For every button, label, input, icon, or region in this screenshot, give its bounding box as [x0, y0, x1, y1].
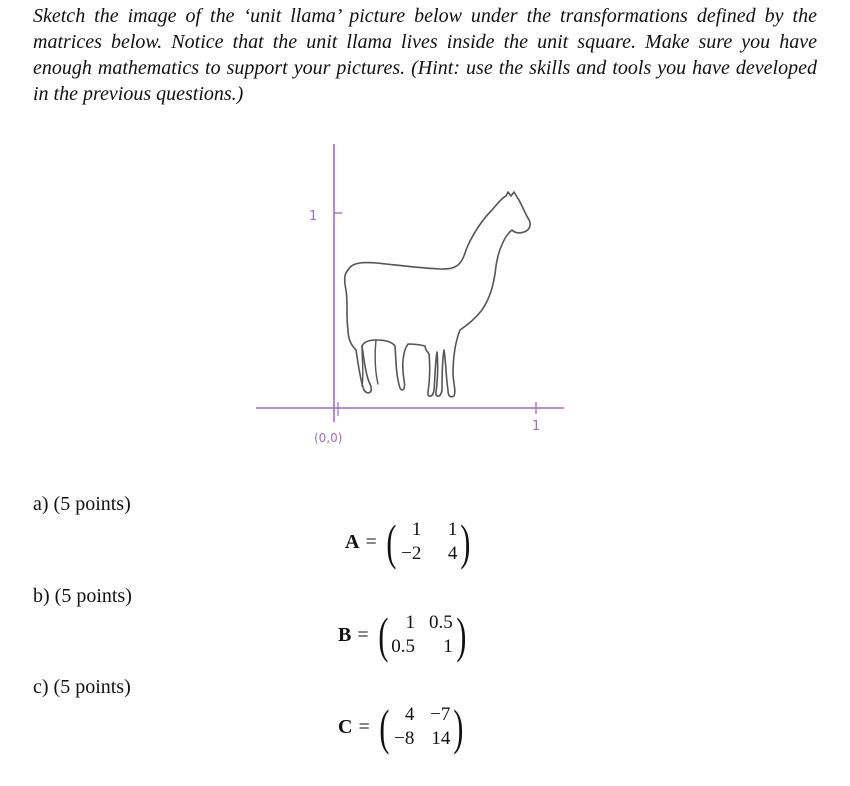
matrix-b-entry-12: 0.5	[429, 612, 453, 633]
left-paren: (	[379, 699, 390, 755]
left-paren: (	[386, 514, 397, 570]
matrix-c-entry-22: 14	[431, 728, 451, 749]
y-tick-label: 1	[309, 209, 318, 224]
x-tick-label: 1	[532, 419, 541, 434]
llama-outline	[345, 192, 530, 397]
matrix-a-entry-21: −2	[401, 543, 422, 564]
matrix-c-name: C	[338, 715, 353, 738]
matrix-b-entries	[391, 612, 453, 658]
matrix-a-entry-11: 1	[411, 519, 422, 540]
matrix-a-name: A	[345, 530, 360, 553]
matrix-b-entry-21: 0.5	[391, 636, 416, 657]
right-paren: )	[456, 607, 467, 663]
right-paren: )	[460, 514, 471, 570]
origin-label: (0,0)	[314, 431, 343, 445]
matrix-b-equals: =	[357, 623, 369, 646]
matrix-b-entry-22: 1	[443, 636, 453, 657]
left-paren: (	[377, 607, 388, 663]
matrix-c-equals: =	[358, 715, 370, 738]
matrix-b-entry-11: 1	[405, 612, 416, 633]
matrix-c	[338, 699, 467, 755]
matrix-c-entry-21: −8	[394, 728, 415, 749]
matrix-b-name: B	[338, 623, 352, 646]
matrix-a-entry-22: 4	[447, 543, 458, 564]
matrix-a	[345, 514, 474, 570]
matrix-c-entry-11: 4	[404, 704, 415, 725]
part-c-label: c) (5 points)	[33, 676, 131, 698]
matrix-c-entry-12: −7	[430, 704, 451, 725]
matrix-a-entries	[399, 519, 457, 565]
matrix-a-entry-12: 1	[447, 519, 458, 540]
unit-llama-figure	[252, 140, 572, 455]
right-paren: )	[453, 699, 464, 755]
matrix-c-entries	[392, 704, 450, 750]
problem-instructions: Sketch the image of the ‘unit llama’ picture below under the transformations defined by the matrices below. Notice that the unit llama lives inside the unit square. Make sure you have enough mathematics to support your pictures. (Hint: use the skills and tools you have developed in the previous questions.)	[33, 5, 817, 105]
part-a-label: a) (5 points)	[33, 493, 131, 515]
matrix-b	[338, 607, 469, 663]
matrix-a-equals: =	[365, 530, 377, 553]
llama-plot	[252, 140, 572, 455]
part-b-label: b) (5 points)	[33, 585, 132, 607]
